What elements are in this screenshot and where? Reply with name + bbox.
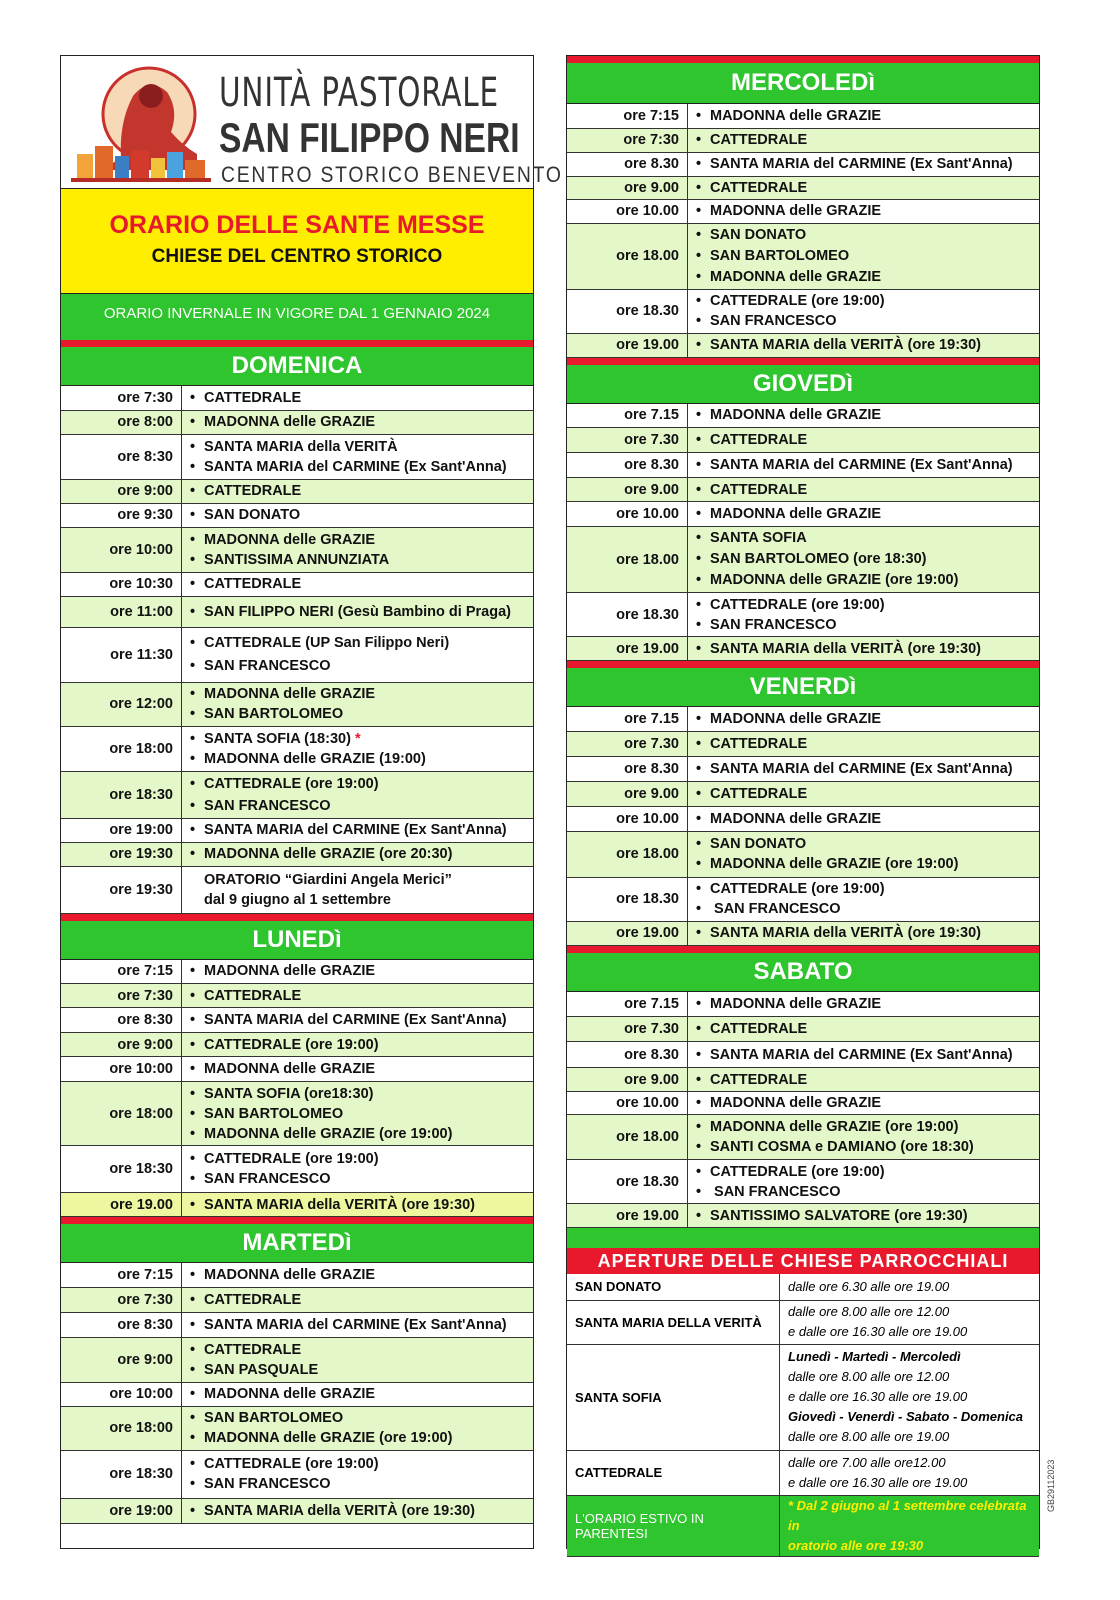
divider (567, 661, 1039, 668)
table-row: ore 10:00 • MADONNA delle GRAZIE (61, 1382, 533, 1406)
table-row: SAN DONATO dalle ore 6.30 alle ore 19.00 (567, 1274, 1039, 1300)
day-header-giovedi: GIOVEDì (567, 365, 1039, 404)
unit-title: UNITÀ PASTORALE (219, 70, 499, 116)
side-code: GB29112023 (1046, 1459, 1056, 1512)
table-row: ore 19:00 • SANTA MARIA del CARMINE (Ex Sant'Anna) (61, 818, 533, 842)
table-row: ore 8:30 • SANTA MARIA del CARMINE (Ex Sant'Anna) (61, 1008, 533, 1033)
table-row: ore 18.30 • CATTEDRALE (ore 19:00) • SAN FRANCESCO (567, 1160, 1039, 1204)
table-row: ore 10.00 • MADONNA delle GRAZIE (567, 806, 1039, 831)
schedule-mercoledi (567, 104, 1039, 358)
table-row: ore 7.30 • CATTEDRALE (567, 731, 1039, 756)
table-row: ore 18.30 • CATTEDRALE (ore 19:00) • SAN FRANCESCO (567, 877, 1039, 921)
table-row: ore 18.30 • CATTEDRALE (ore 19:00) • SAN FRANCESCO (567, 593, 1039, 637)
notice-band: ORARIO INVERNALE IN VIGORE DAL 1 GENNAIO 2024 (61, 293, 533, 340)
schedule-lunedi (61, 960, 533, 1218)
table-row: ore 7:30 • CATTEDRALE (61, 984, 533, 1008)
parish-logo-icon (71, 62, 211, 184)
table-row: ore 18:00 • SANTA SOFIA (ore18:30) • SAN BARTOLOMEO • MADONNA delle GRAZIE (ore 19:00) (61, 1082, 533, 1146)
divider (567, 358, 1039, 365)
table-row: ore 7:30 • CATTEDRALE (567, 128, 1039, 152)
schedule-domenica (61, 386, 533, 914)
table-row: ore 7:15 • MADONNA delle GRAZIE (61, 960, 533, 984)
left-column (60, 55, 563, 1549)
table-row: ore 18.00 • MADONNA delle GRAZIE (ore 19:00) • SANTI COSMA e DAMIANO (ore 18:30) (567, 1115, 1039, 1160)
table-row: ore 9.00 • CATTEDRALE (567, 478, 1039, 502)
table-row: ore 9.00 • CATTEDRALE (567, 176, 1039, 199)
location-subtitle: CENTRO STORICO BENEVENTO (221, 162, 563, 187)
table-row: ore 18:30 • CATTEDRALE (ore 19:00) • SAN FRANCESCO (61, 1146, 533, 1193)
table-row: ore 9.00 • CATTEDRALE (567, 1068, 1039, 1092)
table-row: ore 18.00 • SAN DONATO • SAN BARTOLOMEO • MADONNA delle GRAZIE (567, 223, 1039, 289)
table-row: ore 18:00 • SANTA SOFIA (18:30) * • MADONNA delle GRAZIE (19:00) (61, 726, 533, 771)
table-row: ore 8.30 • SANTA MARIA del CARMINE (Ex Sant'Anna) (567, 1042, 1039, 1068)
table-row: SANTA MARIA DELLA VERITÀ dalle ore 8.00 alle ore 12.00 e dalle ore 16.30 alle ore 19.00 (567, 1300, 1039, 1344)
table-row: ore 9.00 • CATTEDRALE (567, 781, 1039, 806)
green-spacer (567, 1228, 1039, 1248)
table-row: ore 7:15 • MADONNA delle GRAZIE (567, 104, 1039, 128)
table-row: ore 18:30 • CATTEDRALE (ore 19:00) • SAN FRANCESCO (61, 771, 533, 818)
table-row: ore 7.15 • MADONNA delle GRAZIE (567, 992, 1039, 1017)
table-row: ore 19.00 • SANTA MARIA della VERITÀ (ore 19:30) (567, 637, 1039, 661)
table-row: ore 7.30 • CATTEDRALE (567, 1017, 1039, 1042)
table-row: ore 8:30 • SANTA MARIA del CARMINE (Ex Sant'Anna) (61, 1312, 533, 1337)
day-header-lunedi: LUNEDì (61, 921, 533, 960)
table-row: ore 18.00 • SAN DONATO • MADONNA delle GRAZIE (ore 19:00) (567, 831, 1039, 877)
schedule-sabato (567, 992, 1039, 1229)
table-row: ore 10:00 • MADONNA delle GRAZIE • SANTISSIMA ANNUNZIATA (61, 527, 533, 572)
table-row: ore 10.00 • MADONNA delle GRAZIE (567, 1092, 1039, 1115)
divider (61, 1217, 533, 1224)
divider (567, 56, 1039, 63)
table-row: SANTA SOFIA Lunedì - Martedì - Mercoledì dalle ore 8.00 alle ore 12.00 e dalle ore 16.30 alle ore 19.00 Giovedì - Venerdì - Sabato - Domenica dalle ore 8.00 alle ore 19.00 (567, 1344, 1039, 1450)
table-row: ore 9:00 • CATTEDRALE (61, 479, 533, 503)
divider (567, 946, 1039, 953)
table-row: ore 11:30 • CATTEDRALE (UP San Filippo Neri) • SAN FRANCESCO (61, 627, 533, 682)
table-row: ore 10:00 • MADONNA delle GRAZIE (61, 1057, 533, 1082)
day-header-mercoledi: MERCOLEDì (567, 63, 1039, 104)
table-row: ore 7.15 • MADONNA delle GRAZIE (567, 707, 1039, 731)
schedule-martedi (61, 1263, 533, 1524)
table-row: ore 7:15 • MADONNA delle GRAZIE (61, 1263, 533, 1287)
day-header-domenica: DOMENICA (61, 347, 533, 386)
table-row: ore 18:30 • CATTEDRALE (ore 19:00) • SAN FRANCESCO (61, 1450, 533, 1498)
table-row: CATTEDRALE dalle ore 7.00 alle ore12.00 e dalle ore 16.30 alle ore 19.00 (567, 1450, 1039, 1495)
table-row: ore 19.00 • SANTA MARIA della VERITÀ (ore 19:30) (567, 921, 1039, 945)
parish-name: SAN FILIPPO NERI (219, 114, 520, 161)
table-row: ore 9:30 • SAN DONATO (61, 503, 533, 527)
table-row: ore 19:00 • SANTA MARIA della VERITÀ (ore 19:30) (61, 1498, 533, 1523)
main-title: ORARIO DELLE SANTE MESSE (109, 211, 485, 239)
table-row: ore 10.00 • MADONNA delle GRAZIE (567, 199, 1039, 223)
openings-table (567, 1274, 1039, 1557)
table-row: ore 18.00 • SANTA SOFIA • SAN BARTOLOMEO (ore 18:30) • MADONNA delle GRAZIE (ore 19:00) (567, 527, 1039, 593)
table-row: ore 18:00 • SAN BARTOLOMEO • MADONNA delle GRAZIE (ore 19:00) (61, 1406, 533, 1450)
right-column (566, 55, 1040, 1553)
table-row: ore 10:30 • CATTEDRALE (61, 572, 533, 596)
table-row: ore 8.30 • SANTA MARIA del CARMINE (Ex Sant'Anna) (567, 453, 1039, 478)
table-row: ore 7.30 • CATTEDRALE (567, 428, 1039, 453)
schedule-venerdi (567, 707, 1039, 946)
day-header-venerdi: VENERDì (567, 668, 1039, 707)
header-logo-block (61, 56, 563, 188)
table-row: ore 8.30 • SANTA MARIA del CARMINE (Ex Sant'Anna) (567, 756, 1039, 781)
table-row: ore 7:30 • CATTEDRALE (61, 1287, 533, 1312)
openings-title: APERTURE DELLE CHIESE PARROCCHIALI (567, 1248, 1039, 1274)
table-row: ore 11:00 • SAN FILIPPO NERI (Gesù Bambino di Praga) (61, 596, 533, 627)
table-row: ore 19.00 • SANTA MARIA della VERITÀ (ore 19:30) (61, 1193, 533, 1217)
table-row: ore 7:30 • CATTEDRALE (61, 386, 533, 410)
table-row: ore 19:30 • MADONNA delle GRAZIE (ore 20:30) (61, 842, 533, 866)
day-header-martedi: MARTEDì (61, 1224, 533, 1263)
table-row: ore 19:30 ORATORIO “Giardini Angela Merici” dal 9 giugno al 1 settembre (61, 866, 533, 913)
title-banner (61, 188, 533, 293)
table-row: ore 8:30 • SANTA MARIA della VERITÀ • SANTA MARIA del CARMINE (Ex Sant'Anna) (61, 434, 533, 479)
schedule-giovedi (567, 404, 1039, 662)
table-row: ore 7.15 • MADONNA delle GRAZIE (567, 404, 1039, 428)
table-row: ore 9:00 • CATTEDRALE • SAN PASQUALE (61, 1337, 533, 1382)
table-row: ore 18.30 • CATTEDRALE (ore 19:00) • SAN FRANCESCO (567, 289, 1039, 333)
table-row: ore 19.00 • SANTA MARIA della VERITÀ (ore 19:30) (567, 333, 1039, 357)
table-row: ore 8.30 • SANTA MARIA del CARMINE (Ex Sant'Anna) (567, 152, 1039, 176)
table-row: ore 9:00 • CATTEDRALE (ore 19:00) (61, 1033, 533, 1057)
divider (61, 340, 533, 347)
table-row: ore 19.00 • SANTISSIMO SALVATORE (ore 19:30) (567, 1204, 1039, 1228)
subtitle: CHIESE DEL CENTRO STORICO (151, 246, 443, 267)
day-header-sabato: SABATO (567, 953, 1039, 992)
table-row: L'ORARIO ESTIVO IN PARENTESI * Dal 2 giugno al 1 settembre celebrata in oratorio alle ore 19:30 (567, 1495, 1039, 1556)
divider (61, 914, 533, 921)
table-row: ore 10.00 • MADONNA delle GRAZIE (567, 502, 1039, 527)
table-row: ore 8:00 • MADONNA delle GRAZIE (61, 410, 533, 434)
table-row: ore 12:00 • MADONNA delle GRAZIE • SAN BARTOLOMEO (61, 682, 533, 726)
